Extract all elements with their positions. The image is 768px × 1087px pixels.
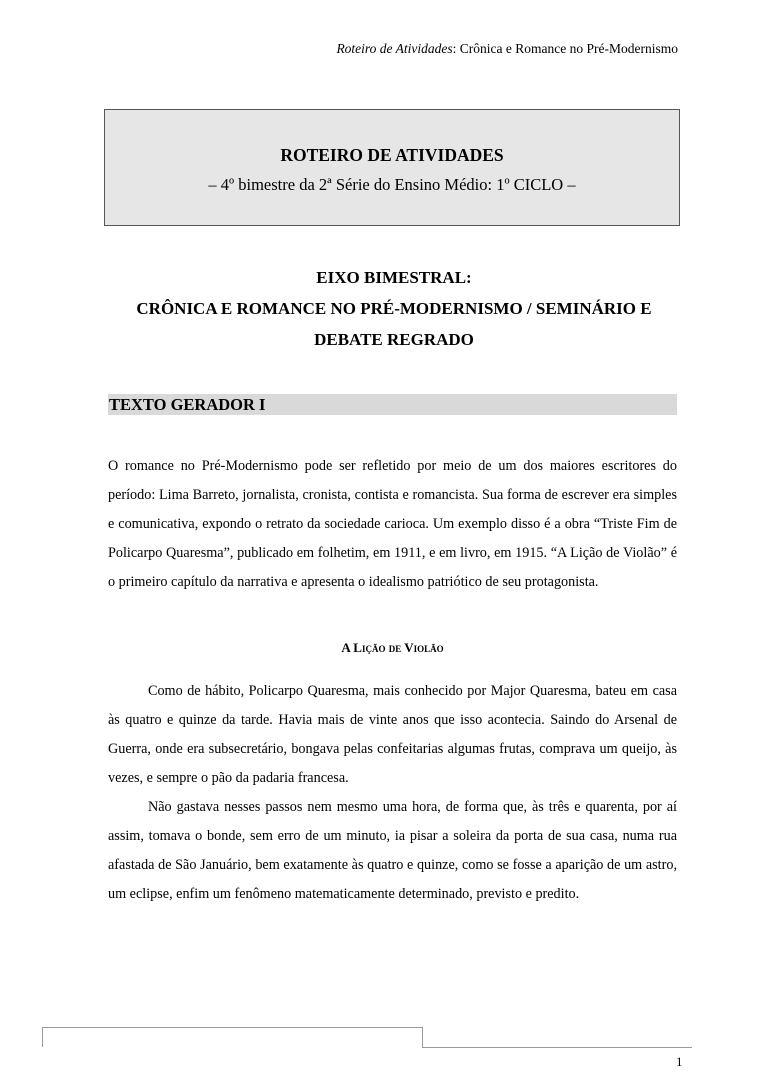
running-header: [336, 41, 678, 57]
eixo-line-2: CRÔNICA E ROMANCE NO PRÉ-MODERNISMO / SEMINÁRIO E: [136, 299, 652, 318]
footer-rule-right: [422, 1047, 692, 1048]
eixo-line-3: DEBATE REGRADO: [314, 330, 474, 349]
section-heading: TEXTO GERADOR I: [108, 394, 677, 415]
page-number: 1: [676, 1054, 683, 1069]
header-rest: : Crônica e Romance no Pré-Modernismo: [452, 41, 678, 56]
document-title: ROTEIRO DE ATIVIDADES: [280, 145, 504, 165]
story-text: [108, 677, 677, 909]
document-subtitle: – 4º bimestre da 2ª Série do Ensino Médio: 1º CICLO –: [208, 175, 576, 194]
header-italic: Roteiro de Atividades: [336, 41, 453, 56]
chapter-title: A Lição de Violão: [341, 640, 444, 655]
footer-rule-stub: [42, 1027, 43, 1047]
eixo-line-1: EIXO BIMESTRAL:: [316, 268, 472, 287]
footer-rule-left: [42, 1027, 423, 1048]
eixo-heading: [100, 262, 688, 355]
intro-paragraph: O romance no Pré-Modernismo pode ser refletido por meio de um dos maiores escritores do período: Lima Barreto, jornalista, cronista, contista e romancista. Sua forma de escrever era simples e comunicativa, expondo o retrato da sociedade carioca. Um exemplo disso é a obra “Triste Fim de Policarpo Quaresma”, publicado em folhetim, em 1911, e em livro, em 1915. “A Lição de Violão” é o primeiro capítulo da narrativa e apresenta o idealismo patriótico de seu protagonista.: [108, 458, 677, 590]
story-paragraph: Não gastava nesses passos nem mesmo uma hora, de forma que, às três e quarenta, por aí assim, tomava o bonde, sem erro de um minuto, ia pisar a soleira da porta de sua casa, numa rua afastada de São Januário, bem exatamente às quatro e quinze, como se fosse a aparição de um astro, um eclipse, enfim um fenômeno matematicamente determinado, previsto e predito.: [108, 799, 677, 902]
title-box: [104, 109, 680, 226]
story-paragraph: Como de hábito, Policarpo Quaresma, mais conhecido por Major Quaresma, bateu em casa às quatro e quinze da tarde. Havia mais de vinte anos que isso acontecia. Saindo do Arsenal de Guerra, onde era subsecretário, bongava pelas confeitarias algumas frutas, comprava um queijo, às vezes, e sempre o pão da padaria francesa.: [108, 683, 677, 786]
